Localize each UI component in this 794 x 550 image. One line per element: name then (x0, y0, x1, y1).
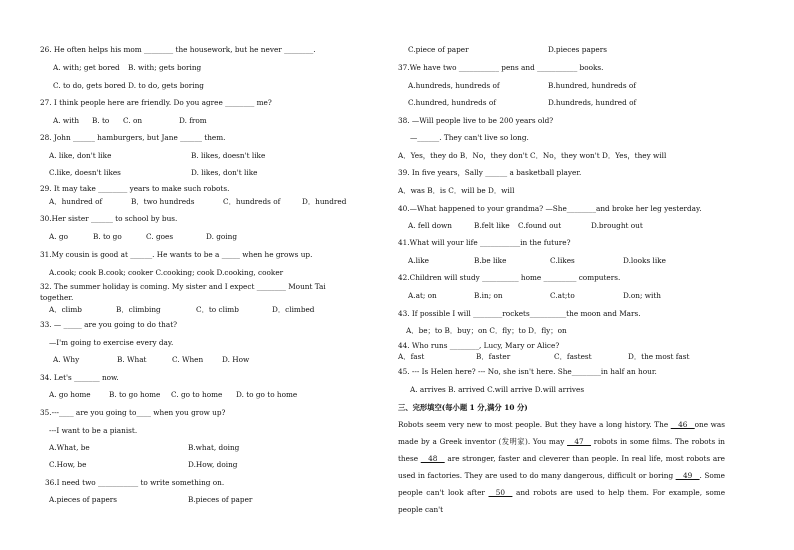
q28-option-a: A. like, don't like (49, 151, 112, 160)
q41-stem: 41.What will your life ___________in the future? (398, 238, 571, 247)
q36-option-a: A.pieces of papers (49, 495, 118, 504)
q36-stem: 36.I need two ___________ to write something on. (45, 478, 225, 487)
q38-stem: 38. —Will people live to be 200 years old? (398, 116, 554, 125)
q44-stem: 44. Who runs ________, Lucy, Mary or Alice? (398, 341, 560, 350)
q37-option-b: B.hundred, hundreds of (548, 81, 636, 90)
q44-option-a: A．fast (398, 352, 425, 361)
q28-option-c: C.like, doesn't likes (49, 168, 121, 177)
cloze-text-5: . Some people can't look after (398, 471, 725, 497)
q31-options: A.cook; cook B.cook; cooker C.cooking; cook D.cooking, cooker (49, 268, 284, 277)
q42-option-a: A.at; on (408, 291, 437, 300)
q30-option-a: A. go (49, 232, 68, 241)
q44-option-c: C．fastest (554, 352, 592, 361)
q32-option-d: D．climbed (272, 305, 315, 314)
q34-option-d: D. to go to home (236, 390, 298, 399)
q28-option-b: B. likes, doesn't like (191, 151, 266, 160)
q28-stem: 28. John ______ hamburgers, but Jane ______ them. (40, 133, 226, 142)
blank-48: __48__ (420, 454, 445, 463)
q31-stem: 31.My cousin is good at ______. He wants to be a _____ when he grows up. (40, 250, 313, 259)
q30-option-c: C. goes (146, 232, 174, 241)
q36-option-d: D.pieces papers (548, 45, 607, 54)
q33-option-c: C. When (172, 355, 204, 364)
section-heading-cloze: 三、完形填空(每小题 1 分,满分 10 分) (398, 403, 528, 412)
q39-options: A．was B．is C．will be D．will (398, 186, 515, 195)
q33-option-a: A. Why (53, 355, 80, 364)
cloze-text-6: and robots are used to help them. For example, some people can't (398, 488, 726, 514)
q44-option-d: D．the most fast (628, 352, 690, 361)
q35-option-d: D.How, doing (188, 460, 238, 469)
blank-46: __46__ (670, 420, 695, 429)
q30-stem: 30.Her sister ______ to school by bus. (40, 214, 178, 223)
q34-option-a: A. go home (49, 390, 91, 399)
cloze-text-3: robots in some films. The robots in these (398, 437, 725, 463)
q32-stem: 32. The summer holiday is coming. My sister and I expect ________ Mount Tai (40, 282, 326, 291)
q34-stem: 34. Let's _______ now. (40, 373, 119, 382)
q33-stem: 33. — _____ are you going to do that? (40, 320, 178, 329)
q29-option-d: D．hundred (302, 197, 347, 206)
q42-option-c: C.at;to (550, 291, 575, 300)
q37-option-c: C.hundred, hundreds of (408, 98, 496, 107)
q39-stem: 39. In five years，Sally ______ a basketball player. (398, 168, 582, 177)
q27-option-c: C. on (123, 116, 143, 125)
q28-option-d: D. likes, don't like (191, 168, 258, 177)
q40-option-b: B.felt like (474, 221, 510, 230)
q35-option-b: B.what, doing (188, 443, 240, 452)
q36-option-c: C.piece of paper (408, 45, 469, 54)
q34-option-b: B. to go home (109, 390, 161, 399)
q41-option-a: A.like (408, 256, 429, 265)
blank-50: __50__ (488, 488, 513, 497)
q32-option-a: A．climb (49, 305, 82, 314)
q40-option-c: C.found out (518, 221, 562, 230)
q26-option-a: A. with; get bored (53, 63, 120, 72)
q42-option-d: D.on; with (623, 291, 661, 300)
q32-option-c: C．to climb (196, 305, 239, 314)
q30-option-b: B. to go (93, 232, 122, 241)
q37-option-d: D.hundreds, hundred of (548, 98, 637, 107)
q27-stem: 27. I think people here are friendly. Do you agree ________ me? (40, 98, 272, 107)
q40-option-d: D.brought out (591, 221, 643, 230)
q27-option-a: A. with (53, 116, 80, 125)
q32-option-b: B．climbing (116, 305, 161, 314)
q26-option-b: B. with; gets boring (128, 63, 202, 72)
q30-option-d: D. going (206, 232, 237, 241)
blank-49: __49__ (675, 471, 700, 480)
blank-47: __47__ (567, 437, 591, 446)
q40-option-a: A. fell down (408, 221, 452, 230)
q38-options: A．Yes，they do B．No，they don't C．No，they won't D．Yes，they will (398, 151, 667, 160)
q37-stem: 37.We have two ___________ pens and ___________ books. (398, 63, 604, 72)
q45-options: A. arrives B. arrived C.will arrive D.will arrives (410, 385, 585, 394)
q33-option-d: D. How (222, 355, 250, 364)
q33-option-b: B. What (117, 355, 147, 364)
q40-stem: 40.—What happened to your grandma? —She________and broke her leg yesterday. (398, 204, 702, 213)
q27-option-d: D. from (179, 116, 207, 125)
q45-stem: 45. --- Is Helen here? --- No, she isn't here. She________in half an hour. (398, 367, 657, 376)
q41-option-c: C.likes (550, 256, 575, 265)
q38-answer: —______. They can't live so long. (410, 133, 529, 142)
q33-answer: —I'm going to exercise every day. (49, 338, 174, 347)
q29-option-b: B．two hundreds (131, 197, 195, 206)
q44-option-b: B．faster (476, 352, 511, 361)
q42-option-b: B.in; on (474, 291, 503, 300)
q43-options: A．be；to B．buy；on C．fly；to D．fly；on (406, 326, 567, 335)
q35-answer: ---I want to be a pianist. (49, 426, 138, 435)
q41-option-d: D.looks like (623, 256, 666, 265)
q43-stem: 43. If possible I will ________rockets__________the moon and Mars. (398, 309, 641, 318)
cloze-text-2: one was made by a Greek inventor (发明家). You may (398, 420, 725, 446)
cloze-text-4: are stronger, faster and cleverer than people. In real life, most robots are used in factories. They are used to do many dangerous, difficult or boring (398, 454, 725, 480)
cloze-text-1: Robots seem very new to most people. But they have a long history. The (398, 420, 671, 429)
q29-stem: 29. It may take ________ years to make such robots. (40, 184, 230, 193)
q37-option-a: A.hundreds, hundreds of (408, 81, 500, 90)
q27-option-b: B. to (92, 116, 110, 125)
q29-option-c: C．hundreds of (223, 197, 281, 206)
q32-stem-cont: together. (40, 293, 74, 302)
q35-option-a: A.What, be (49, 443, 90, 452)
q41-option-b: B.be like (474, 256, 507, 265)
cloze-passage (398, 416, 725, 518)
q26-options-cd: C. to do, gets bored D. to do, gets boring (53, 81, 204, 90)
q35-stem: 35.---____ are you going to____ when you grow up? (40, 408, 226, 417)
q42-stem: 42.Children will study __________ home _________ computers. (398, 273, 621, 282)
q35-option-c: C.How, be (49, 460, 87, 469)
q26-stem: 26. He often helps his mom ________ the housework, but he never ________. (40, 45, 316, 54)
q36-option-b: B.pieces of paper (188, 495, 253, 504)
q29-option-a: A．hundred of (49, 197, 103, 206)
q34-option-c: C. go to home (171, 390, 223, 399)
